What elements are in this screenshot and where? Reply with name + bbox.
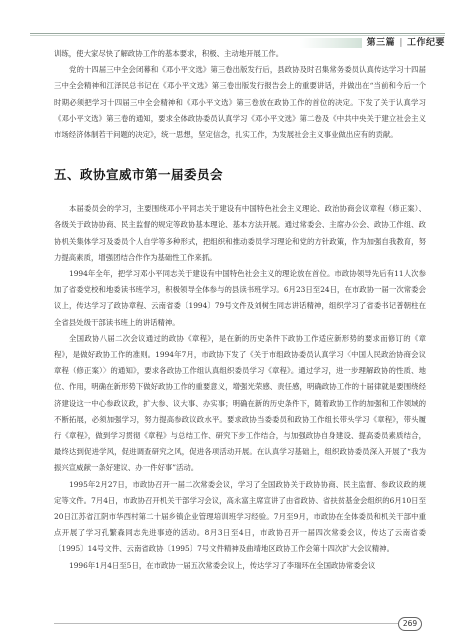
paragraph: 1994年全年，把学习邓小平同志关于建设有中国特色社会主义的理论放在首位。市政协领导先后有11人次参加了省委党校和地委读书班学习，积极领导全体参与的县读书班学习。6月23日至24日，在市政协一届一次常委会议上，传达学习了政协章程、云南省委〔1994〕79号文件及刘树生同志讲话精神，组织学习了省委书记普朝柱在全省县处级干部读书班上的讲话精神。 xyxy=(54,269,426,327)
paragraph: 全国政协八届二次会议通过的政协《章程》，是在新的历史条件下政协工作适应新形势的要求而修订的《章程》，是做好政协工作的准则。1994年7月，市政协下发了《关于市组政协委员认真学习〈中国人民政治协商会议章程（修正案）〉的通知》，要求各政协工作组认真组织委员学习《章程》。通过学习，进一步理解政协的性质、地位、作用，明确在新形势下做好政协工作的重要意义，增强光荣感、责任感，明确政协工作的十届律就是要围绕经济建设这一中心参政议政，扩大参、议大事、办实事；明确在新的历史条件下，随着政协工作的加强和工作领域的不断拓展，必须加强学习，努力提高参政议政水平。要求政协当委委员和政协工作组长带头学习《章程》，带头履行《章程》，做到学习贯彻《章程》与总结工作、研究下步工作结合，与加强政协自身建设、提高委员素质结合，最终达到促进学风，促进调查研究之风，促进各项活动开展。在认真学习基础上，组织政协委员深入开展了“我为振兴宣威献一条好建议、办一件好事”活动。 xyxy=(54,333,426,473)
paragraph: 1995年2月27日，市政协召开一届二次常委会议，学习了全国政协关于政协协商、民主监督、参政议政的规定等文件。7月4日，市政协召开机关干部学习会议，高永富主席宣讲了由省政协、省扶贫基金会组织的6月10日至20日江苏省江阴市华西村第二十届乡镇企业管理培训班学习经验。7月至9月，市政协在全体委员和机关干部中重点开展了学习孔繁森同志先进事迹的活动。8月3日至4日，市政协召开一届四次常委会议，传达了云南省委〔1995〕14号文件、云南省政协〔1995〕7号文件精神及曲靖地区政协工作会第十四次扩大会议精神。 xyxy=(54,479,426,554)
paragraph: 本届委员会的学习，主要围绕邓小平同志关于建设有中国特色社会主义理论、政治协商会议章程（修正案）、各级关于政协协商、民主监督的规定等政协基本理论、基本方法开展。通过常委会、主席办公会、政协工作组、政协机关集体学习及委员个人自学等多种形式，把组织和推动委员学习理论和党的方针政策，作为加强自我教育，努力提高素质，增强团结合作作为基础性工作来抓。 xyxy=(54,204,426,262)
page-body xyxy=(54,46,426,574)
paragraph: 训练，使大家尽快了解政协工作的基本要求，积极、主动地开展工作。 xyxy=(54,49,284,58)
header-title: 工作纪要 xyxy=(406,38,445,48)
page-number: 269 xyxy=(398,617,422,631)
running-header xyxy=(0,16,475,48)
header-rule-secondary xyxy=(30,35,445,36)
header-rule xyxy=(30,33,445,34)
paragraph: 1996年1月4日至5日，在市政协一届五次常委会议上，传达学习了李瑞环在全国政协常委会议 xyxy=(69,560,376,570)
header-separator: | xyxy=(399,38,403,48)
footer-rule xyxy=(54,623,398,624)
section-heading: 五、政协宣威市第一届委员会 xyxy=(54,167,224,183)
header-chapter: 第三篇 xyxy=(366,38,396,48)
paragraph: 党的十四届三中全会闭幕和《邓小平文选》第三卷出版发行后，县政协及时召集常务委员认真传达学习十四届三中全会精神和江泽民总书记在《邓小平文选》第三卷出版发行报告会上的重要讲话，并做出在“当前和今后一个时期必须把学习十四届三中全会精神和《邓小平文选》第三卷放在政协工作的首位的决定。下发了关于认真学习《邓小平文选》第三卷的通知，要求全体政协委员认真学习《邓小平文选》第二卷及《中共中央关于建立社会主义市场经济体制若干问题的决定》，统一思想，坚定信念，扎实工作，为发展社会主义事业做出应有的贡献。 xyxy=(54,65,426,140)
